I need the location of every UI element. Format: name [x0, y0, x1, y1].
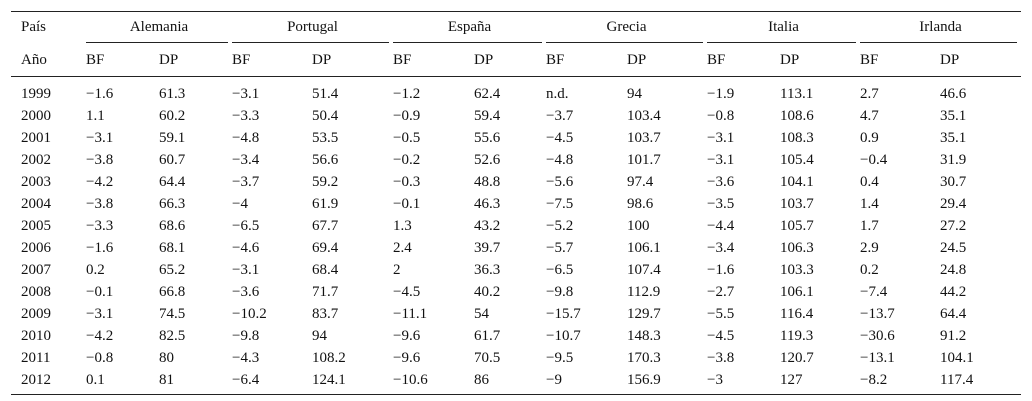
value-cell: −13.7	[860, 305, 895, 322]
value-cell: −6.5	[232, 217, 260, 234]
value-cell: −3.8	[86, 195, 114, 212]
value-cell: −1.2	[393, 85, 421, 102]
value-cell: −3.3	[232, 107, 260, 124]
header-sub-bf: BF	[393, 51, 412, 68]
table-row	[11, 215, 1021, 237]
value-cell: 2	[393, 261, 401, 278]
year-cell: 2003	[21, 173, 51, 190]
header-sub-dp: DP	[159, 51, 179, 68]
year-cell: 2012	[21, 371, 51, 388]
header-sub-bf: BF	[707, 51, 726, 68]
value-cell: 46.6	[940, 85, 967, 102]
table-row	[11, 237, 1021, 259]
value-cell: −7.4	[860, 283, 888, 300]
value-cell: −15.7	[546, 305, 581, 322]
value-cell: 81	[159, 371, 174, 388]
value-cell: 31.9	[940, 151, 967, 168]
value-cell: 60.7	[159, 151, 186, 168]
value-cell: 62.4	[474, 85, 501, 102]
value-cell: 100	[627, 217, 650, 234]
value-cell: 106.1	[780, 283, 814, 300]
value-cell: −0.8	[86, 349, 114, 366]
value-cell: −9.6	[393, 349, 421, 366]
value-cell: −9.8	[232, 327, 260, 344]
header-sub-dp: DP	[627, 51, 647, 68]
value-cell: 2.4	[393, 239, 412, 256]
value-cell: −1.6	[86, 239, 114, 256]
value-cell: 103.4	[627, 107, 661, 124]
value-cell: 0.9	[860, 129, 879, 146]
value-cell: 2.7	[860, 85, 879, 102]
value-cell: −4	[232, 195, 248, 212]
header-country-1: Portugal	[232, 12, 393, 44]
value-cell: 61.9	[312, 195, 339, 212]
header-sub-dp: DP	[940, 51, 960, 68]
value-cell: 103.7	[780, 195, 814, 212]
value-cell: 1.1	[86, 107, 105, 124]
value-cell: 2.9	[860, 239, 879, 256]
value-cell: 108.2	[312, 349, 346, 366]
value-cell: 55.6	[474, 129, 501, 146]
table-row	[11, 281, 1021, 303]
value-cell: 68.4	[312, 261, 339, 278]
value-cell: −3	[707, 371, 723, 388]
value-cell: −9.8	[546, 283, 574, 300]
value-cell: 97.4	[627, 173, 654, 190]
value-cell: 116.4	[780, 305, 814, 322]
value-cell: 98.6	[627, 195, 654, 212]
value-cell: 30.7	[940, 173, 967, 190]
value-cell: −10.6	[393, 371, 428, 388]
value-cell: −0.9	[393, 107, 421, 124]
value-cell: −3.3	[86, 217, 114, 234]
value-cell: −0.4	[860, 151, 888, 168]
value-cell: 106.1	[627, 239, 661, 256]
header-country-4: Italia	[707, 12, 860, 44]
data-table-container	[11, 11, 1021, 395]
table-row	[11, 259, 1021, 281]
value-cell: −5.5	[707, 305, 735, 322]
value-cell: −4.6	[232, 239, 260, 256]
value-cell: −9.6	[393, 327, 421, 344]
value-cell: 105.4	[780, 151, 814, 168]
year-cell: 2009	[21, 305, 51, 322]
value-cell: −4.4	[707, 217, 735, 234]
value-cell: −10.7	[546, 327, 581, 344]
data-table	[11, 11, 1021, 395]
value-cell: 24.5	[940, 239, 967, 256]
value-cell: 44.2	[940, 283, 967, 300]
value-cell: 40.2	[474, 283, 501, 300]
value-cell: −4.8	[546, 151, 574, 168]
value-cell: −4.3	[232, 349, 260, 366]
value-cell: 148.3	[627, 327, 661, 344]
value-cell: 35.1	[940, 129, 967, 146]
value-cell: 106.3	[780, 239, 814, 256]
value-cell: 1.3	[393, 217, 412, 234]
value-cell: 60.2	[159, 107, 186, 124]
value-cell: 80	[159, 349, 174, 366]
value-cell: −3.4	[232, 151, 260, 168]
value-cell: 0.2	[860, 261, 879, 278]
value-cell: 35.1	[940, 107, 967, 124]
value-cell: 54	[474, 305, 489, 322]
table-row	[11, 347, 1021, 369]
year-cell: 2008	[21, 283, 51, 300]
header-country-5: Irlanda	[860, 12, 1021, 44]
value-cell: −10.2	[232, 305, 267, 322]
value-cell: −3.6	[232, 283, 260, 300]
value-cell: 108.6	[780, 107, 814, 124]
header-country-3: Grecia	[546, 12, 707, 44]
table-row	[11, 127, 1021, 149]
year-cell: 2006	[21, 239, 51, 256]
value-cell: −3.4	[707, 239, 735, 256]
value-cell: 1.4	[860, 195, 879, 212]
value-cell: 0.1	[86, 371, 105, 388]
value-cell: −5.2	[546, 217, 574, 234]
header-row-subcolumns	[11, 44, 1021, 77]
value-cell: 65.2	[159, 261, 186, 278]
value-cell: −3.1	[232, 85, 260, 102]
value-cell: 107.4	[627, 261, 661, 278]
value-cell: −7.5	[546, 195, 574, 212]
value-cell: −1.6	[86, 85, 114, 102]
value-cell: 66.3	[159, 195, 186, 212]
value-cell: 91.2	[940, 327, 967, 344]
value-cell: 112.9	[627, 283, 661, 300]
value-cell: 108.3	[780, 129, 814, 146]
value-cell: 113.1	[780, 85, 814, 102]
value-cell: −4.5	[393, 283, 421, 300]
value-cell: 61.7	[474, 327, 501, 344]
table-row	[11, 303, 1021, 325]
value-cell: 69.4	[312, 239, 339, 256]
value-cell: 120.7	[780, 349, 814, 366]
value-cell: −0.1	[393, 195, 421, 212]
value-cell: 94	[627, 85, 643, 102]
value-cell: −0.3	[393, 173, 421, 190]
header-sub-bf: BF	[860, 51, 879, 68]
value-cell: 68.6	[159, 217, 186, 234]
value-cell: 1.7	[860, 217, 879, 234]
value-cell: −3.1	[86, 129, 114, 146]
header-sub-bf: BF	[546, 51, 565, 68]
value-cell: 117.4	[940, 371, 974, 388]
table-header	[11, 12, 1021, 77]
table-row	[11, 105, 1021, 127]
value-cell: 50.4	[312, 107, 339, 124]
value-cell: 56.6	[312, 151, 339, 168]
header-pais-label: País	[21, 19, 47, 35]
value-cell: 39.7	[474, 239, 501, 256]
value-cell: 64.4	[940, 305, 967, 322]
header-row-countries	[11, 12, 1021, 44]
value-cell: 119.3	[780, 327, 814, 344]
value-cell: −4.2	[86, 327, 114, 344]
header-anio-label: Año	[21, 51, 47, 68]
value-cell: −3.1	[707, 129, 735, 146]
value-cell: 82.5	[159, 327, 186, 344]
value-cell: 29.4	[940, 195, 967, 212]
value-cell: 127	[780, 371, 803, 388]
value-cell: 124.1	[312, 371, 346, 388]
value-cell: 129.7	[627, 305, 661, 322]
value-cell: 59.4	[474, 107, 501, 124]
value-cell: −0.1	[86, 283, 114, 300]
value-cell: −3.1	[232, 261, 260, 278]
value-cell: 61.3	[159, 85, 186, 102]
value-cell: 43.2	[474, 217, 501, 234]
year-cell: 2001	[21, 129, 51, 146]
value-cell: 83.7	[312, 305, 339, 322]
value-cell: −9.5	[546, 349, 574, 366]
value-cell: 53.5	[312, 129, 339, 146]
value-cell: 0.4	[860, 173, 879, 190]
year-cell: 1999	[21, 85, 51, 102]
value-cell: −1.9	[707, 85, 735, 102]
value-cell: 52.6	[474, 151, 501, 168]
value-cell: 46.3	[474, 195, 501, 212]
value-cell: 104.1	[780, 173, 814, 190]
value-cell: 68.1	[159, 239, 186, 256]
value-cell: −3.8	[707, 349, 735, 366]
value-cell: −3.7	[546, 107, 574, 124]
year-cell: 2011	[21, 349, 51, 366]
year-cell: 2010	[21, 327, 51, 344]
value-cell: 59.1	[159, 129, 186, 146]
year-cell: 2007	[21, 261, 51, 278]
value-cell: 86	[474, 371, 489, 388]
value-cell: −3.1	[86, 305, 114, 322]
value-cell: 156.9	[627, 371, 661, 388]
value-cell: 67.7	[312, 217, 339, 234]
value-cell: −9	[546, 371, 562, 388]
value-cell: 66.8	[159, 283, 186, 300]
value-cell: 36.3	[474, 261, 501, 278]
value-cell: −8.2	[860, 371, 888, 388]
value-cell: 59.2	[312, 173, 339, 190]
value-cell: −0.2	[393, 151, 421, 168]
value-cell: 103.7	[627, 129, 661, 146]
value-cell: −3.1	[707, 151, 735, 168]
table-body	[11, 77, 1021, 395]
value-cell: −3.8	[86, 151, 114, 168]
value-cell: 101.7	[627, 151, 661, 168]
value-cell: −3.6	[707, 173, 735, 190]
year-cell: 2000	[21, 107, 51, 124]
table-row	[11, 149, 1021, 171]
value-cell: −4.8	[232, 129, 260, 146]
header-sub-bf: BF	[232, 51, 251, 68]
table-row	[11, 369, 1021, 395]
header-country-0: Alemania	[86, 12, 232, 44]
value-cell: −1.6	[707, 261, 735, 278]
value-cell: −30.6	[860, 327, 895, 344]
value-cell: 70.5	[474, 349, 501, 366]
value-cell: 4.7	[860, 107, 879, 124]
value-cell: 105.7	[780, 217, 814, 234]
table-row	[11, 193, 1021, 215]
value-cell: 51.4	[312, 85, 339, 102]
year-cell: 2002	[21, 151, 51, 168]
value-cell: 74.5	[159, 305, 186, 322]
value-cell: 94	[312, 327, 327, 344]
value-cell: −4.2	[86, 173, 114, 190]
value-cell: −6.5	[546, 261, 574, 278]
value-cell: −0.5	[393, 129, 421, 146]
value-cell: 103.3	[780, 261, 814, 278]
header-sub-dp: DP	[312, 51, 332, 68]
value-cell: −3.5	[707, 195, 735, 212]
table-row	[11, 171, 1021, 193]
value-cell: −13.1	[860, 349, 895, 366]
value-cell: −2.7	[707, 283, 735, 300]
value-cell: −6.4	[232, 371, 260, 388]
value-cell: −5.7	[546, 239, 574, 256]
value-cell: 170.3	[627, 349, 661, 366]
value-cell: −4.5	[707, 327, 735, 344]
value-cell: 27.2	[940, 217, 967, 234]
value-cell: 48.8	[474, 173, 501, 190]
value-cell: 71.7	[312, 283, 339, 300]
year-cell: 2005	[21, 217, 51, 234]
value-cell: 0.2	[86, 261, 105, 278]
value-cell: −0.8	[707, 107, 735, 124]
value-cell: −3.7	[232, 173, 260, 190]
value-cell: −4.5	[546, 129, 574, 146]
table-row	[11, 77, 1021, 106]
header-country-2: España	[393, 12, 546, 44]
value-cell: 64.4	[159, 173, 186, 190]
year-cell: 2004	[21, 195, 51, 212]
value-cell: −11.1	[393, 305, 428, 322]
header-sub-dp: DP	[780, 51, 800, 68]
table-row	[11, 325, 1021, 347]
value-cell: n.d.	[546, 85, 569, 102]
value-cell: 24.8	[940, 261, 967, 278]
value-cell: −5.6	[546, 173, 574, 190]
header-sub-dp: DP	[474, 51, 494, 68]
header-sub-bf: BF	[86, 51, 105, 68]
value-cell: 104.1	[940, 349, 974, 366]
